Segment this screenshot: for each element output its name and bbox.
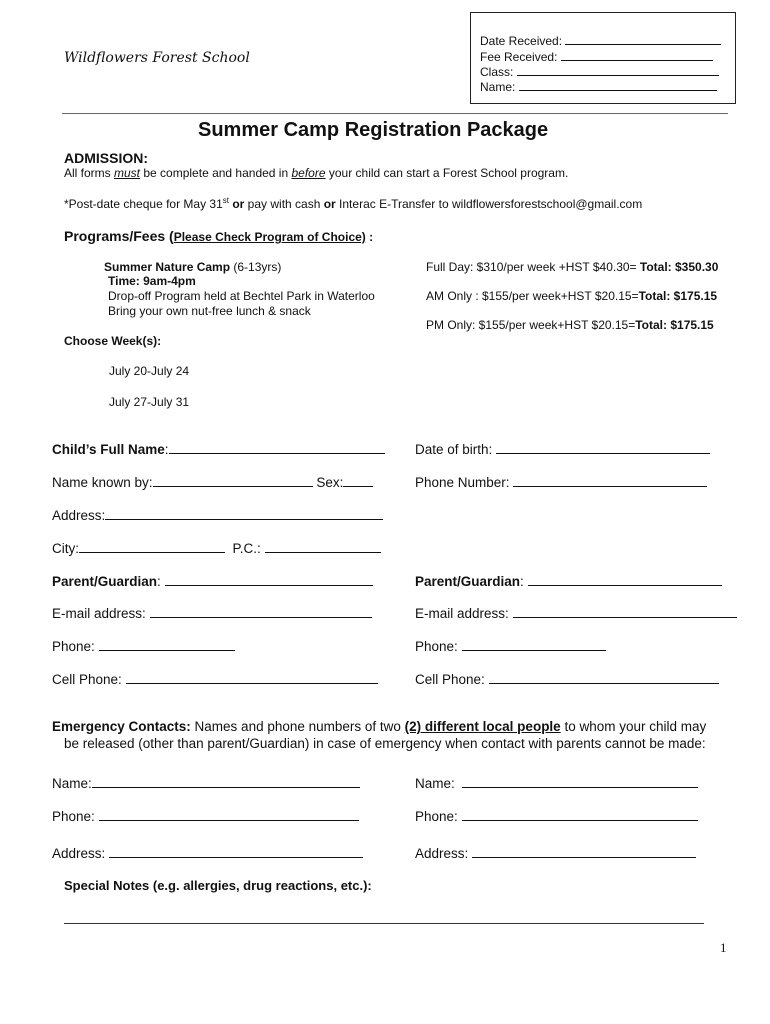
- admission-heading: ADMISSION:: [64, 150, 148, 166]
- special-notes-input-line[interactable]: [64, 923, 704, 924]
- phone-number-field[interactable]: Phone Number:: [415, 474, 707, 490]
- emergency-1-phone-field[interactable]: Phone:: [52, 808, 359, 824]
- guardian-1-cell-field[interactable]: Cell Phone:: [52, 671, 378, 687]
- page-title: Summer Camp Registration Package: [198, 119, 549, 141]
- week-option-1[interactable]: July 20-July 24: [109, 364, 190, 378]
- camp-dropoff: Drop-off Program held at Bechtel Park in Waterloo: [108, 289, 375, 303]
- guardian-2-field[interactable]: Parent/Guardian:: [415, 573, 722, 589]
- header-divider: [62, 113, 728, 114]
- fee-option-pm[interactable]: PM Only: $155/per week+HST $20.15=Total: $175.15: [426, 318, 714, 332]
- special-notes-heading: Special Notes (e.g. allergies, drug reactions, etc.):: [64, 878, 372, 893]
- admission-line-1: All forms must be complete and handed in before your child can start a Forest School program.: [64, 166, 569, 180]
- guardian-2-phone-field[interactable]: Phone:: [415, 638, 606, 654]
- page-number: 1: [720, 940, 727, 955]
- emergency-1-address-field[interactable]: Address:: [52, 845, 363, 861]
- city-field[interactable]: City: P.C.:: [52, 540, 381, 556]
- weeks-heading: Choose Week(s):: [64, 334, 162, 348]
- fee-option-full-day[interactable]: Full Day: $310/per week +HST $40.30= Total: $350.30: [426, 260, 719, 274]
- emergency-text-line-1: Emergency Contacts: Names and phone numbers of two (2) different local people to whom your child may: [52, 719, 707, 734]
- guardian-2-cell-field[interactable]: Cell Phone:: [415, 671, 719, 687]
- office-use-box: [470, 12, 736, 104]
- name-known-by-field[interactable]: Name known by: Sex:: [52, 474, 373, 490]
- child-full-name-field[interactable]: Child’s Full Name:: [52, 441, 385, 457]
- camp-name: Summer Nature Camp (6-13yrs): [104, 260, 282, 274]
- emergency-text-line-2: be released (other than parent/Guardian) in case of emergency when contact with parents cannot be made:: [64, 736, 706, 751]
- school-name: Wildflowers Forest School: [64, 50, 250, 66]
- camp-lunch: Bring your own nut-free lunch & snack: [108, 304, 311, 318]
- emergency-2-phone-field[interactable]: Phone:: [415, 808, 698, 824]
- emergency-2-address-field[interactable]: Address:: [415, 845, 696, 861]
- week-option-2[interactable]: July 27-July 31: [109, 395, 190, 409]
- fee-received-field[interactable]: Fee Received:: [480, 48, 713, 64]
- office-name-field[interactable]: Name:: [480, 78, 717, 94]
- guardian-1-field[interactable]: Parent/Guardian:: [52, 573, 373, 589]
- date-received-field[interactable]: Date Received:: [480, 32, 721, 48]
- class-field[interactable]: Class:: [480, 63, 719, 79]
- date-of-birth-field[interactable]: Date of birth:: [415, 441, 710, 457]
- fee-option-am[interactable]: AM Only : $155/per week+HST $20.15=Total: $175.15: [426, 289, 718, 303]
- camp-time: Time: 9am-4pm: [108, 274, 196, 288]
- emergency-2-name-field[interactable]: Name:: [415, 775, 698, 791]
- admission-line-2: *Post-date cheque for May 31st or pay with cash or Interac E-Transfer to wildflowersforestschool@gmail.com: [64, 196, 643, 211]
- address-field[interactable]: Address:: [52, 507, 383, 523]
- programs-heading: Programs/Fees (Please Check Program of Choice) :: [64, 228, 374, 244]
- guardian-1-email-field[interactable]: E-mail address:: [52, 605, 372, 621]
- guardian-2-email-field[interactable]: E-mail address:: [415, 605, 737, 621]
- emergency-1-name-field[interactable]: Name:: [52, 775, 360, 791]
- guardian-1-phone-field[interactable]: Phone:: [52, 638, 235, 654]
